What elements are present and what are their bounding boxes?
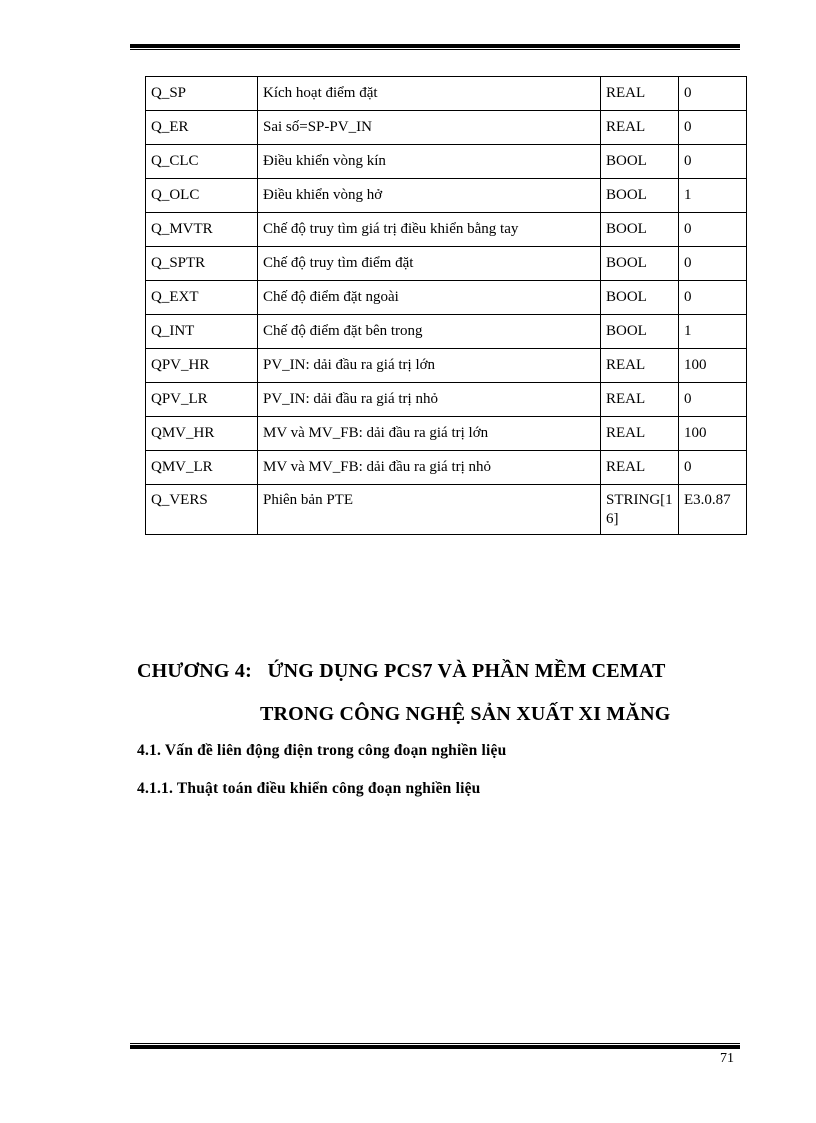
table-row bbox=[146, 383, 747, 417]
table-row bbox=[146, 349, 747, 383]
cell-name: Q_OLC bbox=[146, 179, 258, 213]
cell-type: BOOL bbox=[601, 315, 679, 349]
cell-name: Q_EXT bbox=[146, 281, 258, 315]
cell-type: REAL bbox=[601, 417, 679, 451]
cell-type: REAL bbox=[601, 111, 679, 145]
cell-type: REAL bbox=[601, 349, 679, 383]
cell-name: QPV_LR bbox=[146, 383, 258, 417]
cell-name: Q_INT bbox=[146, 315, 258, 349]
cell-desc: Chế độ truy tìm điểm đặt bbox=[258, 247, 601, 281]
table-row bbox=[146, 281, 747, 315]
cell-name: Q_VERS bbox=[146, 485, 258, 535]
param-table-body bbox=[146, 77, 747, 535]
cell-type: REAL bbox=[601, 451, 679, 485]
cell-name: Q_ER bbox=[146, 111, 258, 145]
chapter-heading bbox=[137, 650, 727, 736]
cell-type: REAL bbox=[601, 383, 679, 417]
cell-value: 0 bbox=[679, 111, 747, 145]
cell-desc: PV_IN: dải đầu ra giá trị lớn bbox=[258, 349, 601, 383]
cell-name: QPV_HR bbox=[146, 349, 258, 383]
cell-name: Q_MVTR bbox=[146, 213, 258, 247]
cell-desc: Chế độ điểm đặt bên trong bbox=[258, 315, 601, 349]
cell-value: 1 bbox=[679, 315, 747, 349]
cell-value: 0 bbox=[679, 145, 747, 179]
cell-desc: MV và MV_FB: dải đầu ra giá trị lớn bbox=[258, 417, 601, 451]
cell-desc: Sai số=SP-PV_IN bbox=[258, 111, 601, 145]
cell-desc: Điều khiển vòng kín bbox=[258, 145, 601, 179]
table-row bbox=[146, 179, 747, 213]
cell-desc: Chế độ truy tìm giá trị điều khiển bằng tay bbox=[258, 213, 601, 247]
cell-name: Q_CLC bbox=[146, 145, 258, 179]
cell-type: BOOL bbox=[601, 179, 679, 213]
table-row bbox=[146, 247, 747, 281]
section-heading-4-1: 4.1. Vấn đề liên động điện trong công đoạn nghiền liệu bbox=[137, 742, 507, 759]
bottom-rule-thick-line bbox=[130, 1045, 740, 1049]
section-heading-4-1-1: 4.1.1. Thuật toán điều khiển công đoạn nghiền liệu bbox=[137, 780, 481, 797]
cell-value: 100 bbox=[679, 349, 747, 383]
cell-name: QMV_LR bbox=[146, 451, 258, 485]
cell-desc: MV và MV_FB: dải đầu ra giá trị nhỏ bbox=[258, 451, 601, 485]
table-row bbox=[146, 315, 747, 349]
cell-type: BOOL bbox=[601, 281, 679, 315]
cell-type: BOOL bbox=[601, 247, 679, 281]
table-row bbox=[146, 77, 747, 111]
table-row bbox=[146, 213, 747, 247]
cell-value: 100 bbox=[679, 417, 747, 451]
cell-type: REAL bbox=[601, 77, 679, 111]
table-row bbox=[146, 145, 747, 179]
cell-type: BOOL bbox=[601, 145, 679, 179]
bottom-horizontal-rule bbox=[130, 1043, 740, 1049]
chapter-heading-line2: TRONG CÔNG NGHỆ SẢN XUẤT XI MĂNG bbox=[260, 703, 671, 725]
cell-value: 0 bbox=[679, 451, 747, 485]
top-rule-thin-line bbox=[130, 49, 740, 50]
table-row bbox=[146, 111, 747, 145]
chapter-heading-line1: CHƯƠNG 4: ỨNG DỤNG PCS7 VÀ PHẦN MỀM CEMAT bbox=[137, 660, 666, 682]
cell-desc: Kích hoạt điểm đặt bbox=[258, 77, 601, 111]
cell-desc: Điều khiển vòng hở bbox=[258, 179, 601, 213]
cell-value: 0 bbox=[679, 213, 747, 247]
page-number: 71 bbox=[720, 1051, 734, 1066]
top-horizontal-rule bbox=[130, 44, 740, 50]
cell-name: Q_SPTR bbox=[146, 247, 258, 281]
cell-value: 0 bbox=[679, 247, 747, 281]
cell-type: STRING[16] bbox=[601, 485, 679, 535]
table-row bbox=[146, 485, 747, 535]
cell-value: 0 bbox=[679, 383, 747, 417]
cell-value: 1 bbox=[679, 179, 747, 213]
cell-name: Q_SP bbox=[146, 77, 258, 111]
cell-desc: PV_IN: dải đầu ra giá trị nhỏ bbox=[258, 383, 601, 417]
cell-value: 0 bbox=[679, 281, 747, 315]
cell-value: 0 bbox=[679, 77, 747, 111]
table-row bbox=[146, 417, 747, 451]
cell-desc: Phiên bản PTE bbox=[258, 485, 601, 535]
cell-value: E3.0.87 bbox=[679, 485, 747, 535]
cell-name: QMV_HR bbox=[146, 417, 258, 451]
cell-desc: Chế độ điểm đặt ngoài bbox=[258, 281, 601, 315]
cell-type: BOOL bbox=[601, 213, 679, 247]
parameter-table bbox=[145, 76, 747, 535]
table-row bbox=[146, 451, 747, 485]
